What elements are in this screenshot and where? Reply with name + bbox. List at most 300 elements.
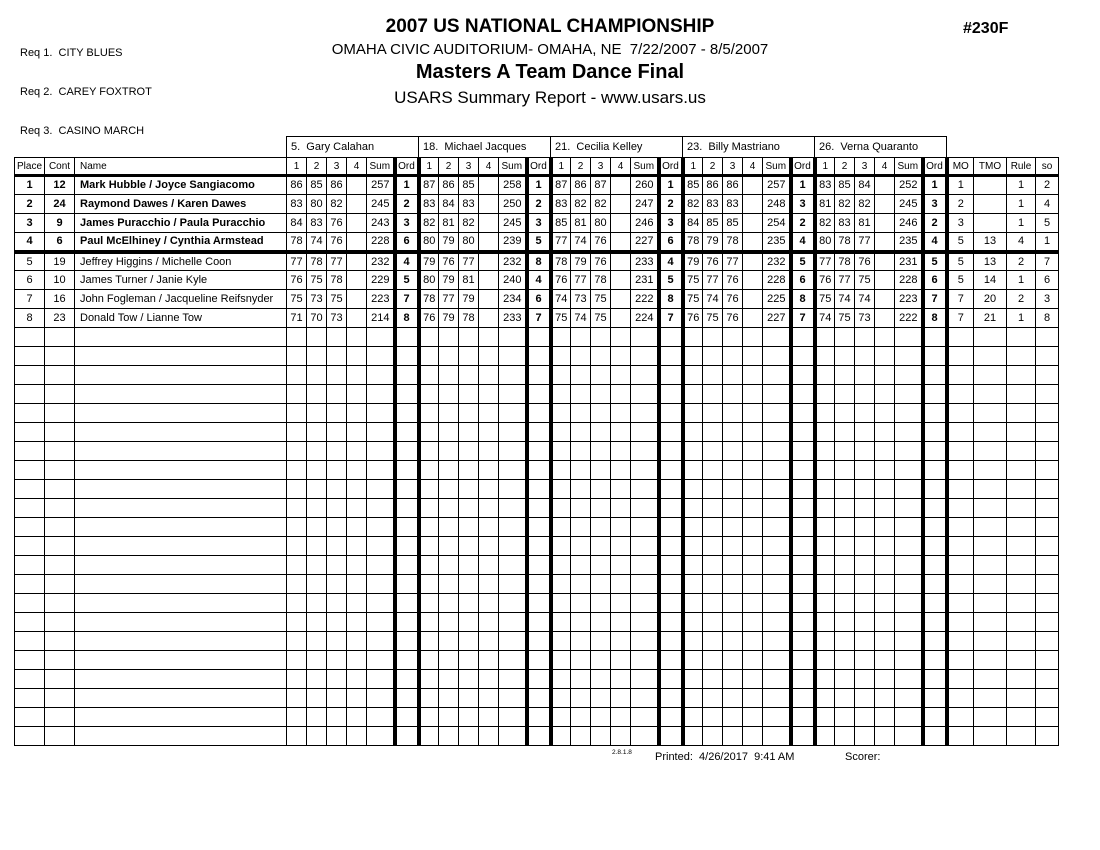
score-cell bbox=[551, 404, 571, 423]
header-spacer bbox=[1007, 137, 1036, 158]
score-cell: 74 bbox=[307, 233, 327, 252]
score-cell bbox=[611, 233, 631, 252]
dance-col-header: 4 bbox=[875, 158, 895, 176]
sum-cell bbox=[499, 499, 527, 518]
sum-cell: 247 bbox=[631, 195, 659, 214]
score-cell bbox=[743, 651, 763, 670]
score-cell bbox=[703, 480, 723, 499]
score-cell bbox=[571, 727, 591, 746]
score-cell bbox=[571, 575, 591, 594]
score-cell bbox=[815, 404, 835, 423]
sum-cell bbox=[367, 651, 395, 670]
score-cell bbox=[611, 423, 631, 442]
score-cell bbox=[419, 518, 439, 537]
score-cell bbox=[287, 480, 307, 499]
sum-cell bbox=[367, 461, 395, 480]
ord-cell: 7 bbox=[527, 309, 551, 328]
sum-cell: 243 bbox=[367, 214, 395, 233]
ord-cell bbox=[791, 594, 815, 613]
rule-cell: 1 bbox=[1007, 195, 1036, 214]
judge-name-header: 23. Billy Mastriano bbox=[683, 137, 815, 158]
score-cell: 79 bbox=[439, 309, 459, 328]
rule-cell bbox=[1007, 689, 1036, 708]
so-cell bbox=[1036, 385, 1059, 404]
score-cell bbox=[551, 480, 571, 499]
sum-cell: 231 bbox=[631, 271, 659, 290]
dance-col-header: 1 bbox=[287, 158, 307, 176]
score-cell: 77 bbox=[703, 271, 723, 290]
score-cell bbox=[743, 214, 763, 233]
score-cell bbox=[419, 689, 439, 708]
rule-cell bbox=[1007, 499, 1036, 518]
tmo-cell bbox=[974, 594, 1007, 613]
ord-cell: 8 bbox=[791, 290, 815, 309]
ord-cell bbox=[395, 366, 419, 385]
score-cell bbox=[743, 271, 763, 290]
score-cell bbox=[479, 366, 499, 385]
score-cell bbox=[571, 651, 591, 670]
ord-cell bbox=[923, 366, 947, 385]
ord-cell bbox=[527, 556, 551, 575]
ord-cell bbox=[659, 385, 683, 404]
ord-cell: 6 bbox=[527, 290, 551, 309]
place-cell: 4 bbox=[15, 233, 45, 252]
ord-cell bbox=[923, 518, 947, 537]
score-cell bbox=[683, 423, 703, 442]
ord-header: Ord bbox=[791, 158, 815, 176]
score-cell bbox=[743, 727, 763, 746]
sum-cell: 240 bbox=[499, 271, 527, 290]
score-cell bbox=[835, 670, 855, 689]
score-cell: 74 bbox=[571, 233, 591, 252]
score-cell: 70 bbox=[307, 309, 327, 328]
score-cell bbox=[855, 727, 875, 746]
score-cell bbox=[419, 328, 439, 347]
score-cell bbox=[419, 423, 439, 442]
ord-cell bbox=[659, 480, 683, 499]
dance-col-header: 2 bbox=[439, 158, 459, 176]
score-cell bbox=[347, 537, 367, 556]
score-cell bbox=[611, 176, 631, 195]
ord-cell bbox=[791, 556, 815, 575]
score-cell bbox=[875, 518, 895, 537]
score-cell bbox=[551, 556, 571, 575]
ord-cell bbox=[923, 670, 947, 689]
score-cell bbox=[683, 461, 703, 480]
ord-cell bbox=[527, 575, 551, 594]
ord-cell bbox=[659, 328, 683, 347]
sum-cell bbox=[499, 670, 527, 689]
score-cell bbox=[307, 651, 327, 670]
mo-cell: 5 bbox=[947, 271, 974, 290]
score-cell bbox=[479, 461, 499, 480]
score-cell bbox=[743, 195, 763, 214]
ord-cell: 8 bbox=[659, 290, 683, 309]
score-cell bbox=[419, 442, 439, 461]
sum-cell bbox=[499, 727, 527, 746]
tmo-header: TMO bbox=[974, 158, 1007, 176]
score-cell bbox=[459, 556, 479, 575]
sum-cell bbox=[631, 727, 659, 746]
score-cell bbox=[815, 366, 835, 385]
score-cell bbox=[703, 670, 723, 689]
score-cell bbox=[875, 233, 895, 252]
cont-cell bbox=[45, 556, 75, 575]
empty-row bbox=[15, 442, 1059, 461]
score-cell: 76 bbox=[723, 309, 743, 328]
sum-cell bbox=[763, 461, 791, 480]
place-cell bbox=[15, 651, 45, 670]
score-cell: 77 bbox=[287, 252, 307, 271]
mo-cell bbox=[947, 537, 974, 556]
score-cell bbox=[835, 575, 855, 594]
place-cell bbox=[15, 708, 45, 727]
score-cell bbox=[479, 651, 499, 670]
score-cell bbox=[479, 442, 499, 461]
results-table-container bbox=[14, 136, 1059, 746]
score-cell bbox=[571, 556, 591, 575]
score-cell bbox=[347, 404, 367, 423]
so-cell bbox=[1036, 594, 1059, 613]
score-cell: 76 bbox=[723, 271, 743, 290]
so-cell bbox=[1036, 537, 1059, 556]
sum-cell: 229 bbox=[367, 271, 395, 290]
score-cell bbox=[835, 632, 855, 651]
score-cell bbox=[703, 404, 723, 423]
cont-cell: 10 bbox=[45, 271, 75, 290]
score-cell bbox=[459, 708, 479, 727]
mo-cell: 2 bbox=[947, 195, 974, 214]
score-cell bbox=[439, 575, 459, 594]
score-cell bbox=[439, 632, 459, 651]
score-cell: 85 bbox=[459, 176, 479, 195]
score-cell bbox=[835, 461, 855, 480]
score-cell bbox=[479, 556, 499, 575]
sum-cell bbox=[499, 518, 527, 537]
score-cell bbox=[875, 670, 895, 689]
score-cell bbox=[287, 575, 307, 594]
score-cell bbox=[855, 651, 875, 670]
score-cell bbox=[703, 575, 723, 594]
ord-cell bbox=[923, 613, 947, 632]
so-cell bbox=[1036, 442, 1059, 461]
score-cell bbox=[287, 632, 307, 651]
ord-cell: 3 bbox=[659, 214, 683, 233]
sum-cell bbox=[499, 613, 527, 632]
score-cell bbox=[743, 423, 763, 442]
ord-cell bbox=[395, 727, 419, 746]
score-cell bbox=[815, 613, 835, 632]
empty-row bbox=[15, 366, 1059, 385]
score-cell bbox=[815, 575, 835, 594]
ord-cell bbox=[923, 385, 947, 404]
place-cell bbox=[15, 670, 45, 689]
empty-row bbox=[15, 328, 1059, 347]
name-cell bbox=[75, 727, 287, 746]
score-cell bbox=[307, 461, 327, 480]
ord-cell bbox=[923, 556, 947, 575]
sum-cell bbox=[895, 423, 923, 442]
score-cell bbox=[419, 556, 439, 575]
score-cell: 75 bbox=[287, 290, 307, 309]
ord-cell bbox=[527, 404, 551, 423]
place-cell bbox=[15, 328, 45, 347]
ord-cell: 5 bbox=[527, 233, 551, 252]
score-cell bbox=[307, 708, 327, 727]
tmo-cell bbox=[974, 632, 1007, 651]
score-cell bbox=[307, 366, 327, 385]
score-cell bbox=[683, 537, 703, 556]
score-cell bbox=[723, 347, 743, 366]
sum-cell: 246 bbox=[895, 214, 923, 233]
score-cell: 85 bbox=[551, 214, 571, 233]
sum-cell bbox=[631, 347, 659, 366]
ord-cell bbox=[395, 518, 419, 537]
sum-cell bbox=[499, 442, 527, 461]
score-cell: 77 bbox=[571, 271, 591, 290]
score-cell bbox=[419, 575, 439, 594]
score-cell: 73 bbox=[571, 290, 591, 309]
score-cell bbox=[683, 556, 703, 575]
score-cell bbox=[743, 556, 763, 575]
score-cell: 84 bbox=[287, 214, 307, 233]
place-cell bbox=[15, 556, 45, 575]
score-cell: 77 bbox=[551, 233, 571, 252]
score-cell bbox=[459, 480, 479, 499]
rule-cell bbox=[1007, 366, 1036, 385]
score-cell: 86 bbox=[327, 176, 347, 195]
score-cell bbox=[571, 708, 591, 727]
score-cell: 76 bbox=[591, 252, 611, 271]
so-cell bbox=[1036, 461, 1059, 480]
score-cell bbox=[459, 575, 479, 594]
score-cell bbox=[287, 385, 307, 404]
championship-title: 2007 US NATIONAL CHAMPIONSHIP bbox=[385, 16, 715, 37]
score-cell: 75 bbox=[683, 271, 703, 290]
sum-cell bbox=[631, 423, 659, 442]
sum-cell bbox=[631, 328, 659, 347]
mo-cell bbox=[947, 689, 974, 708]
sum-cell bbox=[895, 404, 923, 423]
score-cell bbox=[327, 328, 347, 347]
place-cell bbox=[15, 689, 45, 708]
score-cell: 74 bbox=[815, 309, 835, 328]
so-cell: 6 bbox=[1036, 271, 1059, 290]
score-cell bbox=[327, 708, 347, 727]
ord-cell bbox=[395, 594, 419, 613]
rule-cell bbox=[1007, 651, 1036, 670]
score-cell bbox=[419, 651, 439, 670]
cont-cell bbox=[45, 480, 75, 499]
sum-cell: 232 bbox=[499, 252, 527, 271]
score-cell bbox=[835, 347, 855, 366]
score-cell bbox=[571, 442, 591, 461]
place-cell bbox=[15, 613, 45, 632]
score-cell bbox=[327, 689, 347, 708]
cont-cell bbox=[45, 651, 75, 670]
dance-col-header: Sum bbox=[499, 158, 527, 176]
tmo-cell bbox=[974, 518, 1007, 537]
score-cell bbox=[815, 480, 835, 499]
score-cell bbox=[815, 708, 835, 727]
score-cell bbox=[683, 328, 703, 347]
score-cell bbox=[683, 347, 703, 366]
score-cell: 73 bbox=[327, 309, 347, 328]
score-cell bbox=[551, 347, 571, 366]
score-cell: 74 bbox=[703, 290, 723, 309]
rule-cell bbox=[1007, 385, 1036, 404]
score-cell bbox=[287, 556, 307, 575]
cont-cell: 12 bbox=[45, 176, 75, 195]
score-cell bbox=[347, 689, 367, 708]
place-cell: 7 bbox=[15, 290, 45, 309]
dance-col-header: 2 bbox=[835, 158, 855, 176]
score-cell bbox=[855, 461, 875, 480]
cont-cell bbox=[45, 518, 75, 537]
dance-col-header: Sum bbox=[895, 158, 923, 176]
ord-cell: 5 bbox=[923, 252, 947, 271]
score-cell bbox=[875, 195, 895, 214]
so-cell bbox=[1036, 575, 1059, 594]
score-cell bbox=[855, 670, 875, 689]
tmo-cell bbox=[974, 651, 1007, 670]
ord-cell bbox=[791, 689, 815, 708]
ord-cell bbox=[923, 480, 947, 499]
ord-cell: 2 bbox=[923, 214, 947, 233]
sum-cell: 227 bbox=[631, 233, 659, 252]
name-cell: James Turner / Janie Kyle bbox=[75, 271, 287, 290]
score-cell bbox=[439, 461, 459, 480]
score-cell bbox=[347, 594, 367, 613]
score-cell bbox=[855, 347, 875, 366]
score-cell: 74 bbox=[551, 290, 571, 309]
mo-cell bbox=[947, 651, 974, 670]
cont-cell bbox=[45, 461, 75, 480]
score-cell: 84 bbox=[683, 214, 703, 233]
score-cell bbox=[307, 556, 327, 575]
score-cell bbox=[327, 385, 347, 404]
score-cell: 77 bbox=[835, 271, 855, 290]
sum-cell bbox=[895, 575, 923, 594]
sum-cell bbox=[367, 347, 395, 366]
ord-cell: 3 bbox=[395, 214, 419, 233]
score-cell bbox=[347, 442, 367, 461]
ord-cell: 6 bbox=[395, 233, 419, 252]
cont-cell bbox=[45, 575, 75, 594]
ord-cell bbox=[659, 651, 683, 670]
sum-cell: 250 bbox=[499, 195, 527, 214]
name-cell bbox=[75, 366, 287, 385]
ord-cell: 2 bbox=[527, 195, 551, 214]
score-cell bbox=[551, 594, 571, 613]
score-cell bbox=[571, 670, 591, 689]
name-cell: Jeffrey Higgins / Michelle Coon bbox=[75, 252, 287, 271]
ord-cell bbox=[659, 499, 683, 518]
ord-cell bbox=[527, 366, 551, 385]
score-cell bbox=[459, 518, 479, 537]
dance-col-header: Sum bbox=[367, 158, 395, 176]
so-cell bbox=[1036, 328, 1059, 347]
score-cell bbox=[815, 632, 835, 651]
score-cell bbox=[551, 461, 571, 480]
ord-cell: 6 bbox=[791, 271, 815, 290]
score-cell bbox=[835, 518, 855, 537]
ord-cell bbox=[527, 518, 551, 537]
name-cell bbox=[75, 347, 287, 366]
score-cell bbox=[743, 176, 763, 195]
sum-cell bbox=[895, 461, 923, 480]
judge-name-header: 18. Michael Jacques bbox=[419, 137, 551, 158]
score-cell bbox=[875, 252, 895, 271]
place-cell bbox=[15, 347, 45, 366]
score-cell bbox=[743, 518, 763, 537]
dance-col-header: 3 bbox=[591, 158, 611, 176]
table-row bbox=[15, 252, 1059, 271]
score-cell bbox=[743, 366, 763, 385]
place-cell bbox=[15, 518, 45, 537]
score-cell bbox=[855, 423, 875, 442]
sum-cell bbox=[499, 423, 527, 442]
score-cell bbox=[743, 252, 763, 271]
printed-timestamp: Printed: 4/26/2017 9:41 AM bbox=[655, 751, 795, 763]
score-cell bbox=[815, 651, 835, 670]
score-cell bbox=[723, 689, 743, 708]
score-cell bbox=[327, 461, 347, 480]
score-cell bbox=[591, 499, 611, 518]
score-cell bbox=[591, 727, 611, 746]
score-cell: 78 bbox=[591, 271, 611, 290]
score-cell bbox=[307, 575, 327, 594]
sum-cell bbox=[499, 461, 527, 480]
ord-cell: 1 bbox=[791, 176, 815, 195]
header-spacer bbox=[15, 137, 45, 158]
so-cell bbox=[1036, 366, 1059, 385]
score-cell bbox=[551, 651, 571, 670]
sum-cell bbox=[895, 347, 923, 366]
score-cell bbox=[439, 480, 459, 499]
score-cell bbox=[307, 404, 327, 423]
ord-cell bbox=[527, 480, 551, 499]
score-cell bbox=[723, 499, 743, 518]
score-cell: 76 bbox=[327, 214, 347, 233]
mo-cell: 3 bbox=[947, 214, 974, 233]
score-cell: 79 bbox=[419, 252, 439, 271]
score-cell bbox=[611, 613, 631, 632]
place-cell bbox=[15, 537, 45, 556]
score-cell bbox=[703, 613, 723, 632]
so-cell: 8 bbox=[1036, 309, 1059, 328]
results-table bbox=[14, 136, 1059, 746]
score-cell bbox=[459, 404, 479, 423]
mo-cell: 7 bbox=[947, 309, 974, 328]
ord-cell: 8 bbox=[395, 309, 419, 328]
mo-header: MO bbox=[947, 158, 974, 176]
ord-cell bbox=[791, 727, 815, 746]
score-cell bbox=[855, 594, 875, 613]
sum-cell: 222 bbox=[895, 309, 923, 328]
rule-cell: 2 bbox=[1007, 252, 1036, 271]
score-cell bbox=[479, 271, 499, 290]
score-cell bbox=[571, 480, 591, 499]
sum-cell bbox=[367, 480, 395, 499]
sum-cell bbox=[367, 689, 395, 708]
sum-cell bbox=[631, 575, 659, 594]
score-cell bbox=[855, 556, 875, 575]
place-cell: 6 bbox=[15, 271, 45, 290]
cont-cell bbox=[45, 708, 75, 727]
score-cell: 74 bbox=[571, 309, 591, 328]
score-cell bbox=[439, 727, 459, 746]
